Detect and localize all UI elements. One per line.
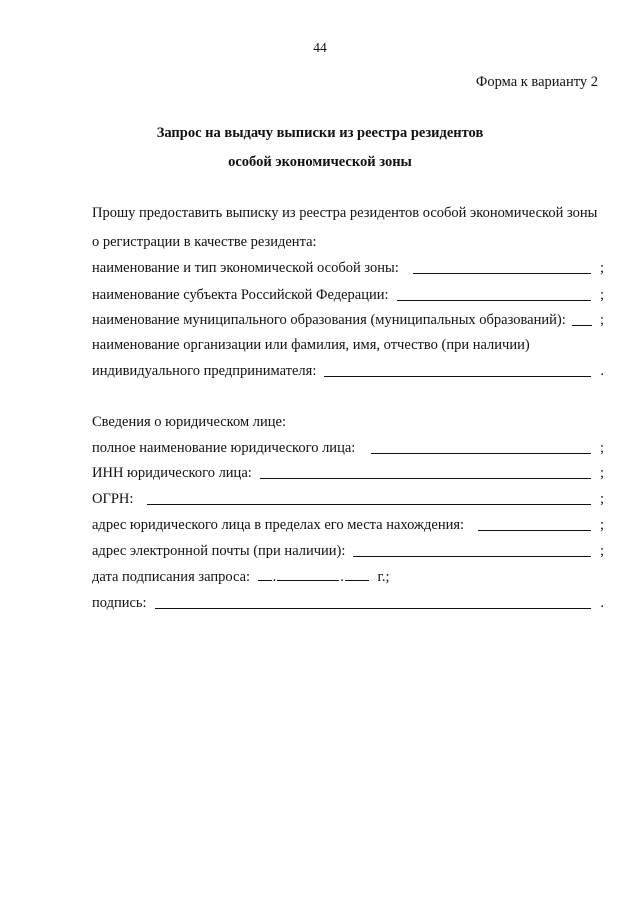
signature-blank[interactable] [155,607,591,609]
date-day-blank[interactable] [258,579,272,581]
field-blank[interactable] [260,477,591,479]
field-blank[interactable] [353,555,591,557]
field-label: адрес юридического лица в пределах его места нахождения: [92,517,465,533]
page-number: 44 [313,40,327,55]
field-label: дата подписания запроса: [92,569,251,585]
field-label: полное наименование юридического лица: [92,440,356,456]
field-zone-type: наименование и тип экономической особой зоны: ; [92,260,604,276]
field-label: наименование и тип экономической особой зоны: [92,260,399,276]
intro-line-1: Прошу предоставить выписку из реестра резидентов особой экономической зоны [92,205,598,221]
field-municipal: наименование муниципального образования (муниципальных образований): ; [92,312,604,328]
org-name-line: наименование организации или фамилия, имя, отчество (при наличии) [92,337,530,353]
date-year-blank[interactable] [345,579,369,581]
field-signature: подпись: . [92,595,604,611]
field-legal-address: адрес юридического лица в пределах его места нахождения: ; [92,517,604,533]
document-title-line-1: Запрос на выдачу выписки из реестра резидентов [156,125,484,141]
intro-line-2: о регистрации в качестве резидента: [92,234,317,250]
field-label: наименование муниципального образования (муниципальных образований): [92,312,566,328]
field-sign-date: дата подписания запроса: . . г.; [92,569,390,585]
date-month-blank[interactable] [277,579,339,581]
field-inn: ИНН юридического лица: ; [92,465,604,481]
legal-entity-heading: Сведения о юридическом лице: [92,414,286,430]
field-blank[interactable] [413,272,591,274]
document-title-line-2: особой экономической зоны [228,154,412,170]
field-label: наименование субъекта Российской Федерации: [92,287,389,303]
field-label: ИНН юридического лица: [92,465,252,481]
field-legal-full-name: полное наименование юридического лица: ; [92,440,604,456]
field-label: адрес электронной почты (при наличии): [92,543,346,559]
field-federal-subject: наименование субъекта Российской Федерации: ; [92,287,604,303]
field-blank[interactable] [572,324,592,326]
field-entrepreneur: индивидуального предпринимателя: . [92,363,604,379]
field-blank[interactable] [478,529,591,531]
field-blank[interactable] [397,299,591,301]
field-email: адрес электронной почты (при наличии): ; [92,543,604,559]
form-reference: Форма к варианту 2 [475,74,598,90]
field-blank[interactable] [324,375,591,377]
field-label: индивидуального предпринимателя: [92,363,317,379]
field-label: подпись: [92,595,147,611]
field-blank[interactable] [371,452,591,454]
field-ogrn: ОГРН: ; [92,491,604,507]
field-label: ОГРН: [92,491,134,507]
field-blank[interactable] [147,503,591,505]
